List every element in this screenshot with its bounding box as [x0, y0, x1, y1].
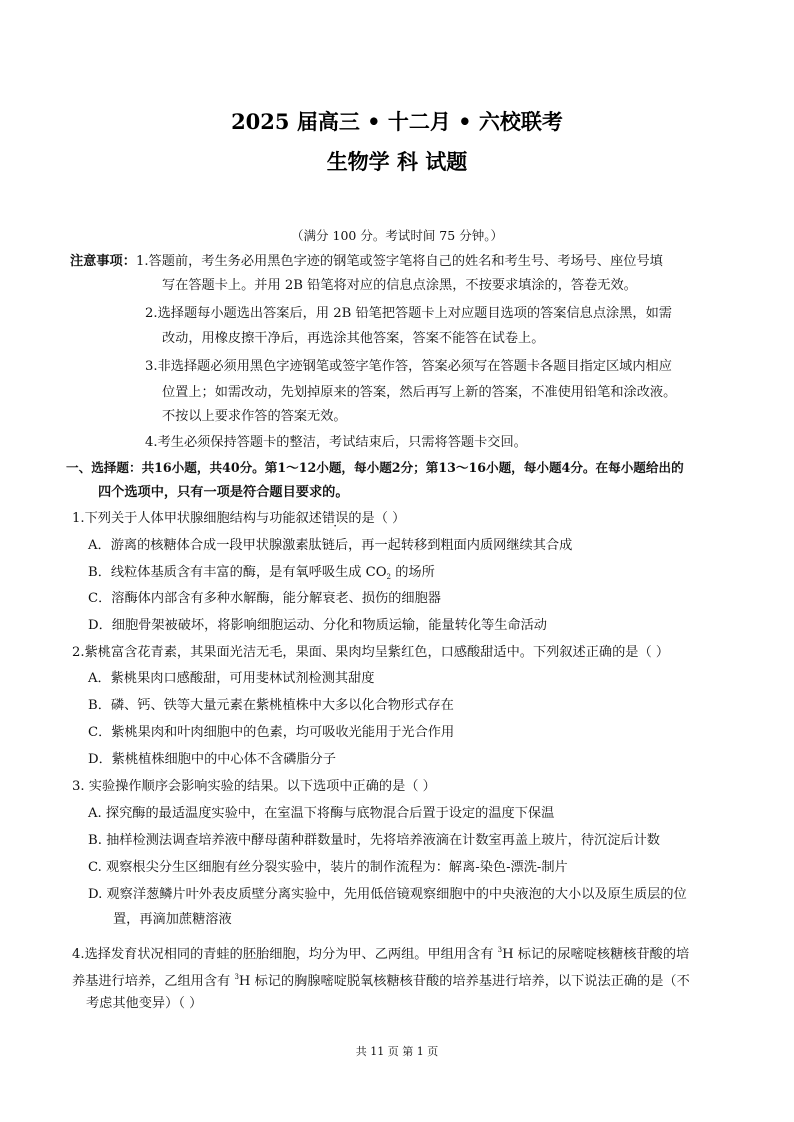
question-4-stem — [72, 941, 689, 964]
question-4-stem-cont — [72, 968, 690, 991]
q4-stem-text: 4.选择发育状况相同的青蛙的胚胎细胞，均分为甲、乙两组。甲组用含有 — [72, 947, 498, 962]
exam-title: 2025 届高三 • 十二月 • 六校联考 — [231, 109, 563, 134]
q1-stem-text: 的是（ ） — [348, 511, 406, 526]
notice-label: 注意事项： — [70, 254, 136, 269]
question-1-stem — [72, 510, 405, 528]
notice-line: 3.非选择题必须用黑色字迹钢笔或签字笔作答，答案必须写在答题卡各题目指定区域内相应 — [145, 359, 672, 374]
notice-line: 2.选择题每小题选出答案后，用 2B 铅笔把答题卡上对应题目选项的答案信息点涂黑，如需 — [145, 306, 672, 321]
page-footer: 共 11 页 第 1 页 — [355, 1045, 439, 1058]
question-3-stem: 3. 实验操作顺序会影响实验的结果。以下选项中正确的是（ ） — [72, 779, 436, 794]
q2-option-a: A．紫桃果肉口感酸甜，可用斐林试剂检测其甜度 — [88, 671, 375, 686]
exam-info: （满分 100 分。考试时间 75 分钟。） — [291, 228, 503, 243]
subscript: 2 — [386, 573, 392, 581]
q1-emphasis-text: 错误 — [321, 511, 349, 526]
question-2-stem: 2.紫桃富含花青素，其果面光洁无毛，果面、果肉均呈紫红色，口感酸甜适中。下列叙述正确的是（ ） — [72, 645, 670, 660]
notice-line: 写在答题卡上。并用 2B 铅笔将对应的信息点涂黑，不按要求填涂的，答卷无效。 — [162, 278, 637, 293]
notice-line: 位置上；如需改动，先划掉原来的答案，然后再写上新的答案，不准使用铅笔和涂改液。 — [162, 385, 677, 400]
q3-option-c: C. 观察根尖分生区细胞有丝分裂实验中，装片的制作流程为：解离-染色-漂洗-制片 — [88, 860, 568, 875]
q1-option-a: A．游离的核糖体合成一段甲状腺激素肽链后，再一起转移到粗面内质网继续其合成 — [88, 538, 573, 553]
question-4-stem-end: 考虑其他变异）（ ） — [86, 996, 203, 1011]
q3-option-a: A. 探究酶的最适温度实验中，在室温下将酶与底物混合后置于设定的温度下保温 — [88, 806, 555, 821]
notice-line: 不按以上要求作答的答案无效。 — [162, 409, 347, 424]
q3-option-b: B. 抽样检测法调查培养液中酵母菌种群数量时，先将培养液滴在计数室再盖上玻片，待沉淀后计数 — [88, 833, 660, 848]
q1-option-b — [88, 564, 435, 586]
section-heading: 一、选择题：共16小题，共40分。第1～12小题，每小题2分；第13～16小题，每小题4分。在每小题给出的 — [66, 460, 684, 475]
superscript: 3 — [497, 946, 503, 954]
q4-stem-text: H 标记的尿嘧啶核糖核苷酸的培 — [502, 947, 690, 962]
q1-option-b-text: 的场所 — [391, 565, 435, 580]
q3-option-d: D. 观察洋葱鳞片叶外表皮质壁分离实验中，先用低倍镜观察细胞中的中央液泡的大小以及原生质层的位 — [88, 887, 687, 902]
q4-stem-text: H 标记的胸腺嘧啶脱氧核糖核苷酸的培养基进行培养，以下说法正确的是（不 — [238, 974, 690, 989]
q1-option-c: C．溶酶体内部含有多种水解酶，能分解衰老、损伤的细胞器 — [88, 591, 441, 606]
section-heading-cont: 四个选项中，只有一项是符合题目要求的。 — [98, 485, 349, 500]
q3-option-d-cont: 置，再滴加蔗糖溶液 — [113, 912, 232, 927]
q2-option-b: B．磷、钙、铁等大量元素在紫桃植株中大多以化合物形式存在 — [88, 698, 454, 713]
q2-option-c: C．紫桃果肉和叶肉细胞中的色素，均可吸收光能用于光合作用 — [88, 725, 455, 740]
notice-block — [70, 253, 663, 271]
exam-subtitle: 生物学 科 试题 — [326, 149, 468, 174]
notice-line: 改动，用橡皮擦干净后，再选涂其他答案，答案不能答在试卷上。 — [162, 331, 545, 346]
q4-stem-text: 养基进行培养，乙组用含有 — [72, 974, 235, 989]
q1-stem-text: 1.下列关于人体甲状腺细胞结构与功能叙述 — [72, 511, 322, 526]
q1-option-b-text: B．线粒体基质含有丰富的酶，是有氧呼吸生成 CO — [88, 565, 387, 580]
notice-line: 1.答题前，考生务必用黑色字迹的钢笔或签字笔将自己的姓名和考生号、考场号、座位号填 — [135, 254, 663, 269]
notice-line: 4.考生必须保持答题卡的整洁，考试结束后，只需将答题卡交回。 — [145, 435, 527, 450]
q1-option-d: D．细胞骨架被破坏，将影响细胞运动、分化和物质运输，能量转化等生命活动 — [88, 618, 547, 633]
superscript: 3 — [234, 973, 239, 981]
q1-emphasis — [322, 511, 348, 526]
q2-option-d: D．紫桃植株细胞中的中心体不含磷脂分子 — [88, 752, 336, 767]
